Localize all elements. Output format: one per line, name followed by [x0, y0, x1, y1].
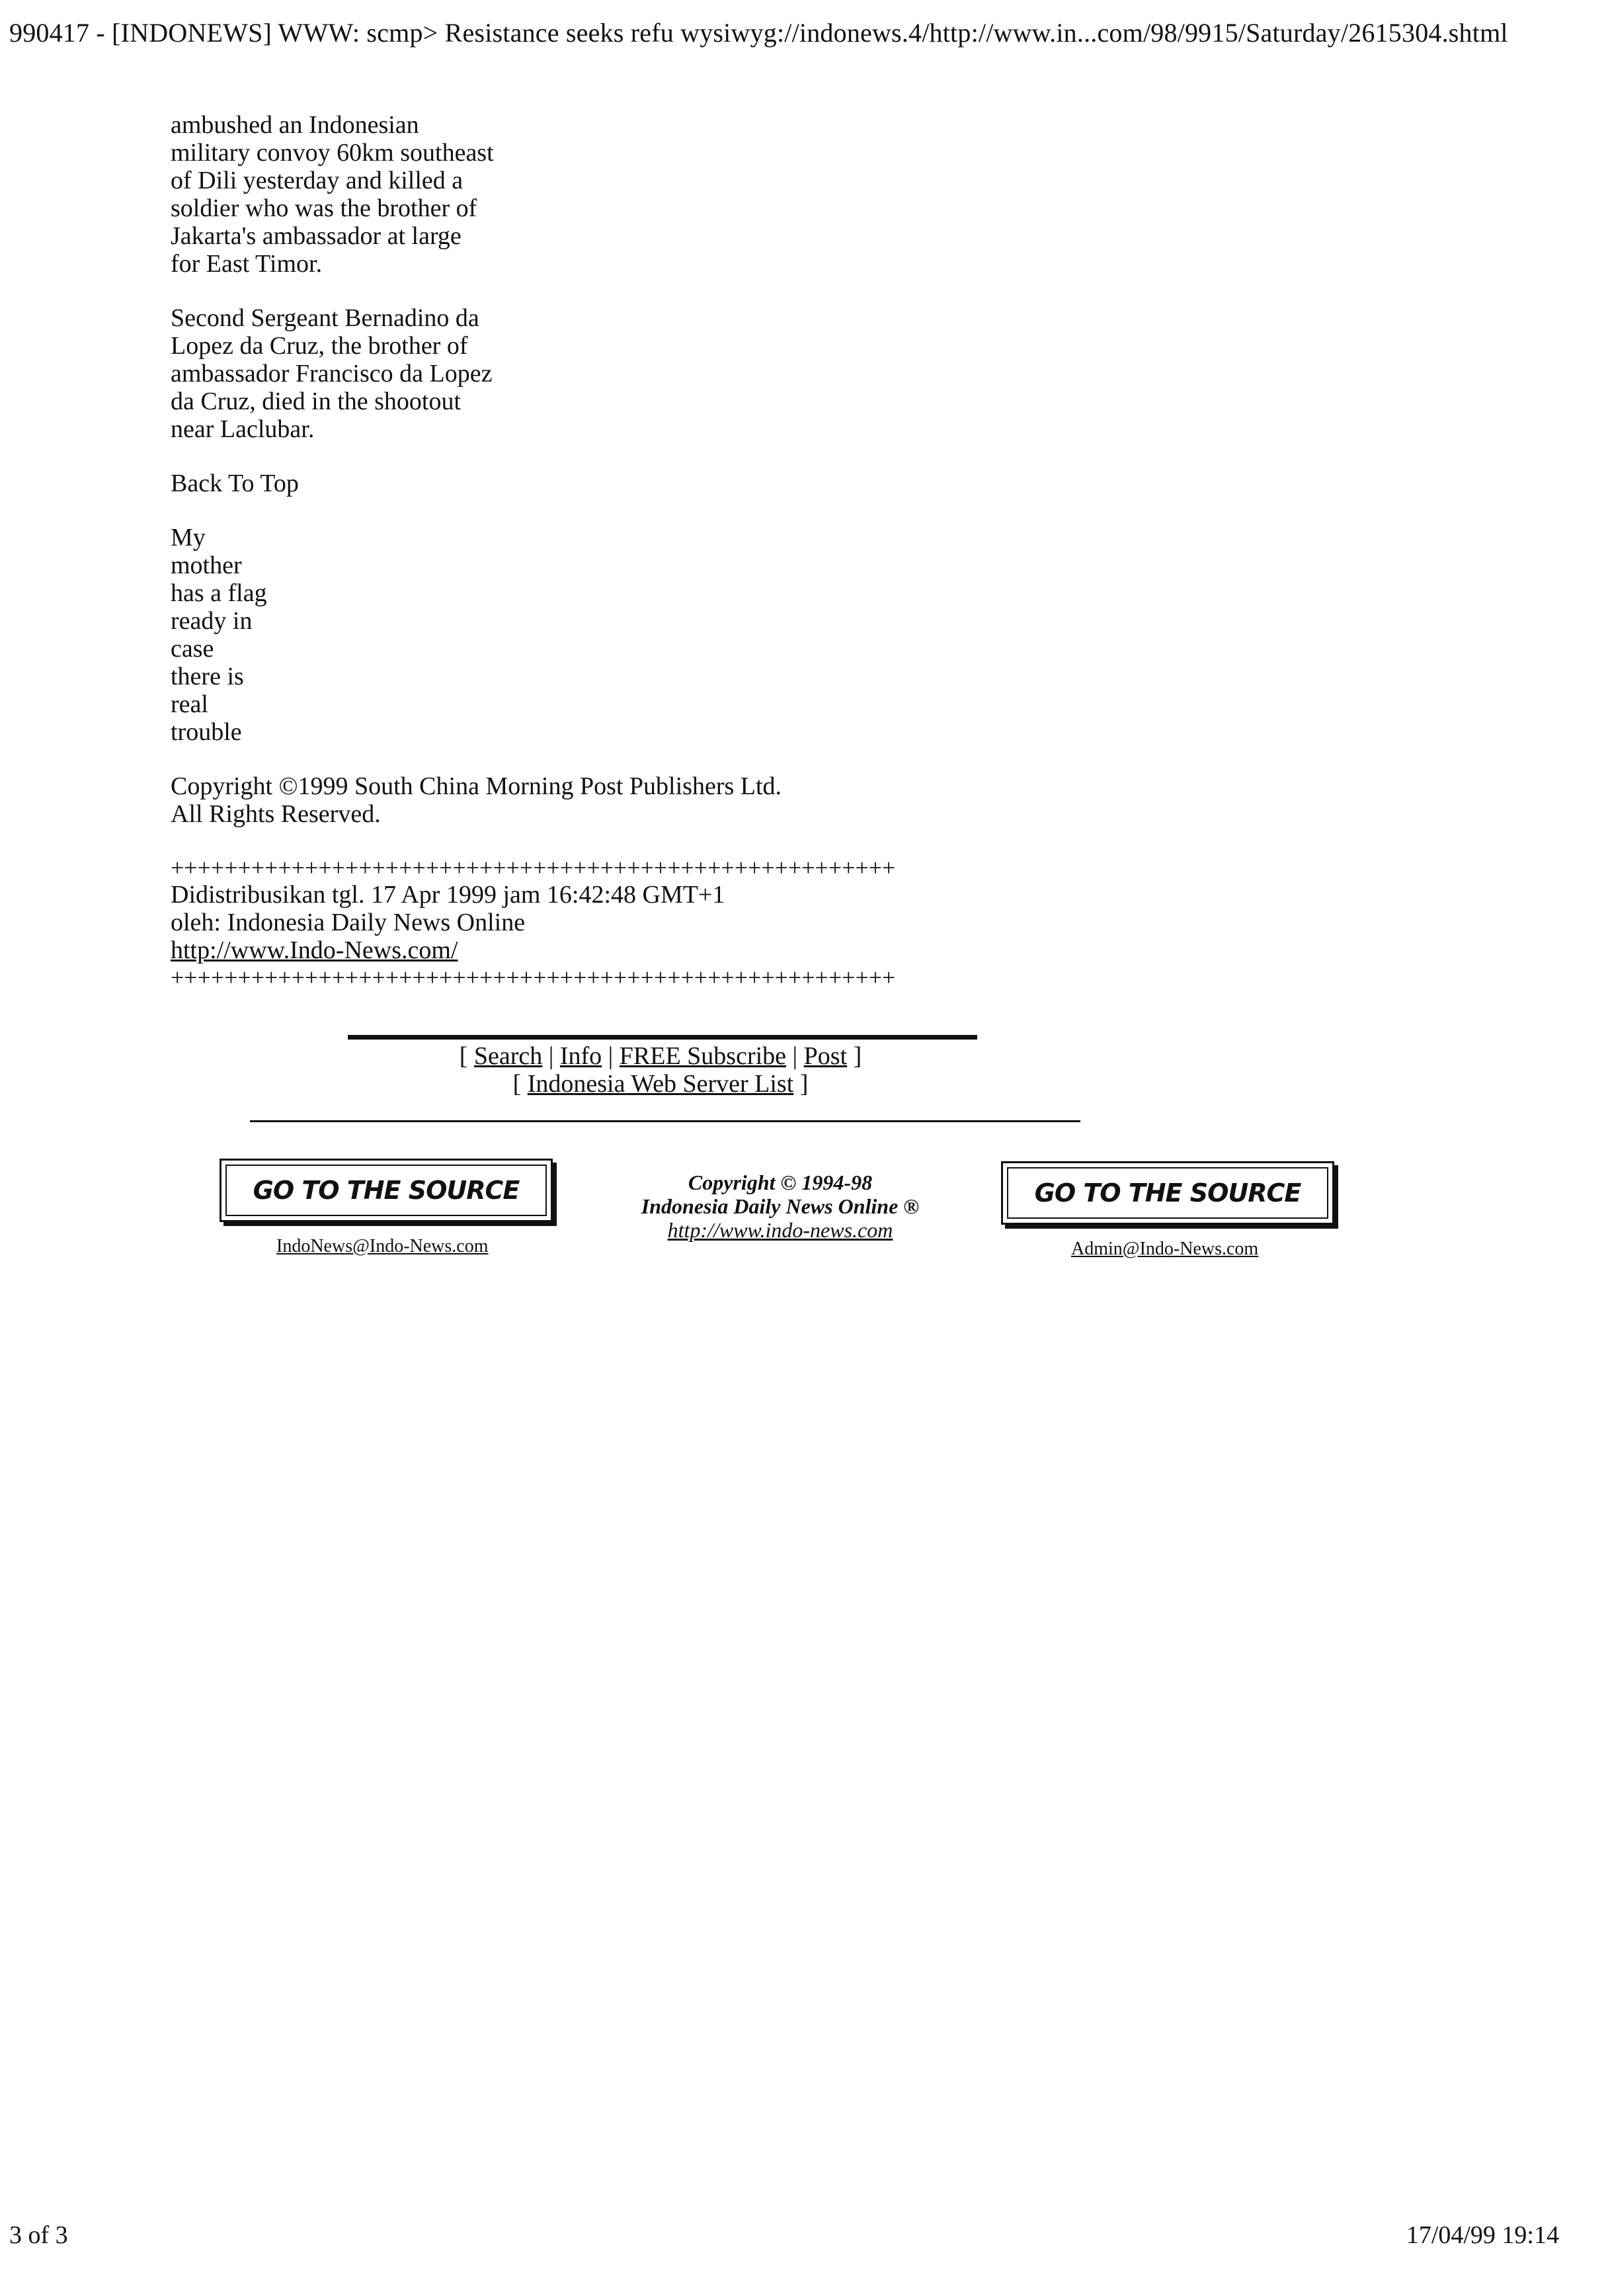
distribution-date: Didistribusikan tgl. 17 Apr 1999 jam 16:42:48 GMT+1 [171, 881, 725, 909]
paragraph-line: da Cruz, died in the shootout [171, 388, 462, 415]
nav-bracket-open: [ [459, 1042, 468, 1070]
button-label: GO TO THE SOURCE [253, 1176, 520, 1205]
paragraph-line: Lopez da Cruz, the brother of [171, 332, 468, 360]
article-paragraph-1 [171, 111, 1030, 278]
nav-separator: | [608, 1042, 614, 1070]
quote-line: case [171, 635, 214, 663]
quote-line: has a flag [171, 579, 267, 607]
quote-line: real [171, 690, 208, 718]
nav-bar-secondary [0, 1070, 1321, 1098]
go-to-source-button-left[interactable] [220, 1159, 553, 1222]
copyright-line: All Rights Reserved. [171, 800, 381, 828]
paragraph-line: near Laclubar. [171, 415, 315, 443]
nav-post-link[interactable]: Post [803, 1042, 848, 1070]
copyright-line: Copyright ©1999 South China Morning Post Publishers Ltd. [171, 772, 782, 800]
quote-line: mother [171, 552, 242, 579]
quote-line: trouble [171, 718, 242, 746]
paragraph-line: for East Timor. [171, 250, 323, 278]
article-paragraph-2 [171, 304, 1030, 443]
indo-news-url-link[interactable]: http://www.Indo-News.com/ [171, 936, 458, 964]
nav-subscribe-link[interactable]: FREE Subscribe [619, 1042, 787, 1070]
quote-line: My [171, 524, 206, 552]
paragraph-line: ambassador Francisco da Lopez [171, 360, 493, 388]
go-to-source-button-right[interactable] [1001, 1161, 1334, 1225]
nav-bracket-open: [ [512, 1070, 522, 1098]
site-copyright [595, 1170, 965, 1242]
distribution-block [171, 854, 1030, 991]
distribution-source: oleh: Indonesia Daily News Online [171, 909, 526, 936]
page-number: 3 of 3 [9, 2221, 68, 2249]
page-header-title: 990417 - [INDONEWS] WWW: scmp> Resistance seeks refu wysiwyg://indonews.4/http://www.in...com/98/9915/Saturday/2615304.shtml [9, 18, 1508, 48]
back-to-top-link[interactable]: Back To Top [171, 470, 299, 497]
paragraph-line: of Dili yesterday and killed a [171, 167, 463, 194]
paragraph-line: soldier who was the brother of [171, 194, 477, 222]
plus-divider-bottom: ++++++++++++++++++++++++++++++++++++++++++++++++++++++ [171, 964, 896, 991]
nav-separator: | [548, 1042, 554, 1070]
nav-bar [0, 1042, 1321, 1070]
paragraph-line: Jakarta's ambassador at large [171, 222, 462, 250]
nav-bracket-close: ] [853, 1042, 862, 1070]
thick-divider [348, 1035, 977, 1040]
quote-line: ready in [171, 607, 253, 635]
nav-bracket-close: ] [799, 1070, 809, 1098]
site-url-link[interactable]: http://www.indo-news.com [667, 1218, 893, 1242]
paragraph-line: Second Sergeant Bernadino da [171, 304, 479, 332]
indonews-email-link[interactable]: IndoNews@Indo-News.com [276, 1236, 489, 1256]
nav-server-list-link[interactable]: Indonesia Web Server List [527, 1070, 794, 1098]
article-column [171, 111, 1030, 991]
thin-divider [250, 1120, 1080, 1122]
plus-divider-top: ++++++++++++++++++++++++++++++++++++++++++++++++++++++ [171, 854, 896, 881]
nav-search-link[interactable]: Search [473, 1042, 543, 1070]
button-label: GO TO THE SOURCE [1034, 1178, 1301, 1208]
nav-separator: | [792, 1042, 798, 1070]
site-copyright-line: Indonesia Daily News Online ® [641, 1194, 920, 1218]
print-timestamp: 17/04/99 19:14 [1406, 2221, 1559, 2249]
article-copyright [171, 772, 1030, 828]
pull-quote [171, 524, 1030, 746]
site-copyright-line: Copyright © 1994-98 [688, 1170, 873, 1194]
paragraph-line: ambushed an Indonesian [171, 111, 419, 139]
nav-info-link[interactable]: Info [559, 1042, 602, 1070]
admin-email-link[interactable]: Admin@Indo-News.com [1071, 1239, 1259, 1259]
paragraph-line: military convoy 60km southeast [171, 139, 494, 167]
quote-line: there is [171, 663, 244, 690]
